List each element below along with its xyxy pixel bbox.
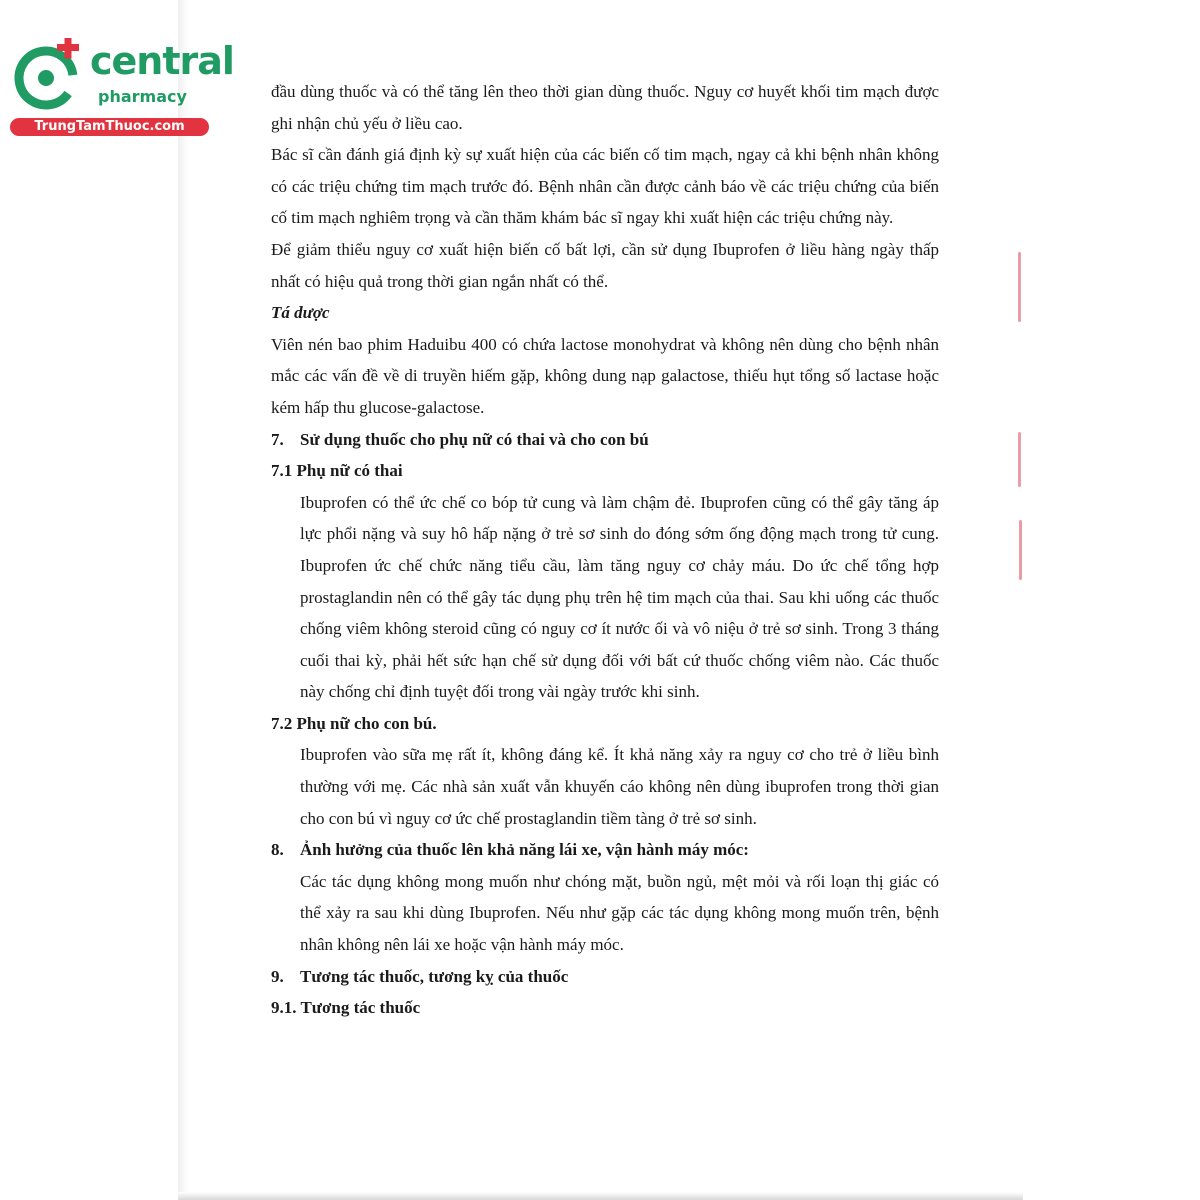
section-9-heading [271, 961, 939, 993]
section-7-2-heading: 7.2 Phụ nữ cho con bú. [271, 713, 437, 733]
document-body [271, 76, 939, 1024]
excipient-heading: Tá dược [271, 303, 330, 323]
paragraph: Ibuprofen có thể ức chế co bóp tử cung và làm chậm đẻ. Ibuprofen cũng có thể gây tăng áp lực phổi nặng và suy hô hấp nặng ở trẻ sơ sinh do đóng sớm ống động mạch trong tử cung. Ibuprofen ức chế chức năng tiểu cầu, làm tăng nguy cơ chảy máu. Do ức chế tổng hợp prostaglandin nên có thể gây tác dụng phụ trên hệ tim mạch của thai. Sau khi uống các thuốc chống viêm không steroid cũng có nguy cơ ít nước ối và vô niệu ở trẻ sơ sinh. Trong 3 tháng cuối thai kỳ, phải hết sức hạn chế sử dụng đối với bất cứ thuốc chống viêm nào. Các thuốc này chống chỉ định tuyệt đối trong vài ngày trước khi sinh. [300, 492, 939, 702]
paragraph: Để giảm thiểu nguy cơ xuất hiện biến cố bất lợi, cần sử dụng Ibuprofen ở liều hàng ngày thấp nhất có hiệu quả trong thời gian ngắn nhất có thể. [271, 239, 939, 291]
brand-name: central [90, 39, 234, 83]
central-pharmacy-logo[interactable] [10, 34, 234, 136]
section-number: 8. [271, 840, 284, 860]
brand-subtitle: pharmacy [98, 87, 187, 106]
section-number: 7. [271, 429, 284, 449]
paragraph: Bác sĩ cần đánh giá định kỳ sự xuất hiện của các biến cố tim mạch, ngay cả khi bệnh nhân không có các triệu chứng tim mạch trước đó. Bệnh nhân cần được cảnh báo về các triệu chứng của biến cố tim mạch nghiêm trọng và cần thăm khám bác sĩ ngay khi xuất hiện các triệu chứng này. [271, 145, 939, 228]
section-title: Sử dụng thuốc cho phụ nữ có thai và cho con bú [300, 429, 649, 449]
section-title: Tương tác thuốc, tương kỵ của thuốc [300, 966, 569, 986]
scan-edge-shadow [178, 0, 188, 1200]
red-stamp-mark [1019, 520, 1022, 580]
section-title: Ảnh hưởng của thuốc lên khả năng lái xe, vận hành máy móc: [300, 840, 749, 860]
paragraph: đầu dùng thuốc và có thể tăng lên theo thời gian dùng thuốc. Nguy cơ huyết khối tim mạch được ghi nhận chủ yếu ở liều cao. [271, 82, 939, 133]
paragraph: Ibuprofen vào sữa mẹ rất ít, không đáng kể. Ít khả năng xảy ra nguy cơ cho trẻ ở liều bình thường với mẹ. Các nhà sản xuất vẫn khuyến cáo không nên dùng ibuprofen trong thời gian cho con bú vì nguy cơ ức chế prostaglandin tiềm tàng ở trẻ sơ sinh. [300, 745, 939, 828]
pharmacy-cross-logo-icon [12, 38, 88, 114]
paragraph: Các tác dụng không mong muốn như chóng mặt, buồn ngủ, mệt mỏi và rối loạn thị giác có thể xảy ra sau khi dùng Ibuprofen. Nếu như gặp các tác dụng không mong muốn trên, bệnh nhân không nên lái xe hoặc vận hành máy móc. [300, 871, 939, 955]
section-number: 9. [271, 966, 284, 986]
section-8-heading [271, 834, 939, 866]
red-stamp-mark [1018, 432, 1021, 487]
red-stamp-mark [1018, 252, 1021, 322]
section-9-1-heading: 9.1. Tương tác thuốc [271, 998, 421, 1018]
brand-site-banner: TrungTamThuoc.com [10, 118, 209, 136]
section-7-heading [271, 424, 939, 456]
paragraph: Viên nén bao phim Haduibu 400 có chứa lactose monohydrat và không nên dùng cho bệnh nhân mắc các vấn đề về di truyền hiếm gặp, không dung nạp galactose, thiếu hụt tổng số lactase hoặc kém hấp thu glucose-galactose. [271, 334, 939, 417]
section-7-1-heading: 7.1 Phụ nữ có thai [271, 461, 403, 481]
scan-bottom-edge [178, 1192, 1023, 1200]
